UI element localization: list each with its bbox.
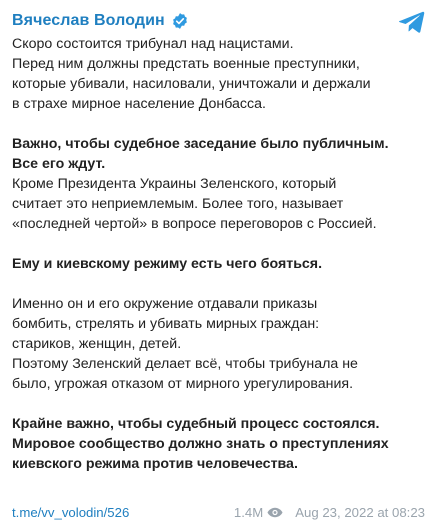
paragraph-2 — [12, 134, 423, 174]
text-line: Скоро состоится трибунал над нацистами. — [12, 36, 294, 52]
text-line: Важно, чтобы судебное заседание было публичным. — [12, 136, 389, 152]
paragraph-3 — [12, 174, 423, 234]
paragraph-1 — [12, 34, 423, 114]
paragraph-gap — [12, 394, 423, 414]
post-meta — [234, 505, 425, 520]
text-line: Кроме Президента Украины Зеленского, который — [12, 176, 337, 192]
text-line: было, угрожая отказом от мирного урегулирования. — [12, 376, 354, 392]
paragraph-5 — [12, 294, 423, 394]
text-line: Перед ним должны предстать военные преступники, — [12, 56, 360, 72]
text-line: «последней чертой» в вопросе переговоров с Россией. — [12, 216, 377, 232]
post-link[interactable]: t.me/vv_volodin/526 — [12, 504, 130, 520]
channel-name[interactable]: Вячеслав Володин — [12, 12, 165, 29]
text-line: Именно он и его окружение отдавали приказы — [12, 296, 318, 312]
text-line: Ему и киевскому режиму есть чего бояться. — [12, 256, 323, 272]
paragraph-4 — [12, 254, 423, 274]
text-line: которые убивали, насиловали, уничтожали и держали — [12, 76, 371, 92]
post-footer — [12, 502, 425, 522]
post-header — [12, 9, 423, 33]
post-timestamp[interactable]: Aug 23, 2022 at 08:23 — [295, 504, 425, 520]
views-count: 1.4M — [233, 504, 264, 520]
verified-check-icon — [171, 12, 189, 30]
text-line: киевского режима против человечества. — [12, 456, 298, 472]
telegram-icon[interactable] — [399, 10, 425, 34]
paragraph-gap — [12, 274, 423, 294]
text-line: бомбить, стрелять и убивать мирных граждан: — [12, 316, 320, 332]
text-line: считает это неприемлемым. Более того, называет — [12, 196, 344, 212]
text-line: Крайне важно, чтобы судебный процесс состоялся. — [12, 416, 380, 432]
post-text — [12, 34, 423, 474]
text-line: Все его ждут. — [12, 156, 106, 172]
eye-icon — [267, 507, 283, 518]
text-line: в страхе мирное население Донбасса. — [12, 96, 266, 112]
text-line: стариков, женщин, детей. — [12, 336, 182, 352]
paragraph-gap — [12, 114, 423, 134]
text-line: Поэтому Зеленский делает всё, чтобы трибунала не — [12, 356, 358, 372]
text-line: Мировое сообщество должно знать о преступлениях — [12, 436, 389, 452]
paragraph-gap — [12, 234, 423, 254]
paragraph-6 — [12, 414, 423, 474]
